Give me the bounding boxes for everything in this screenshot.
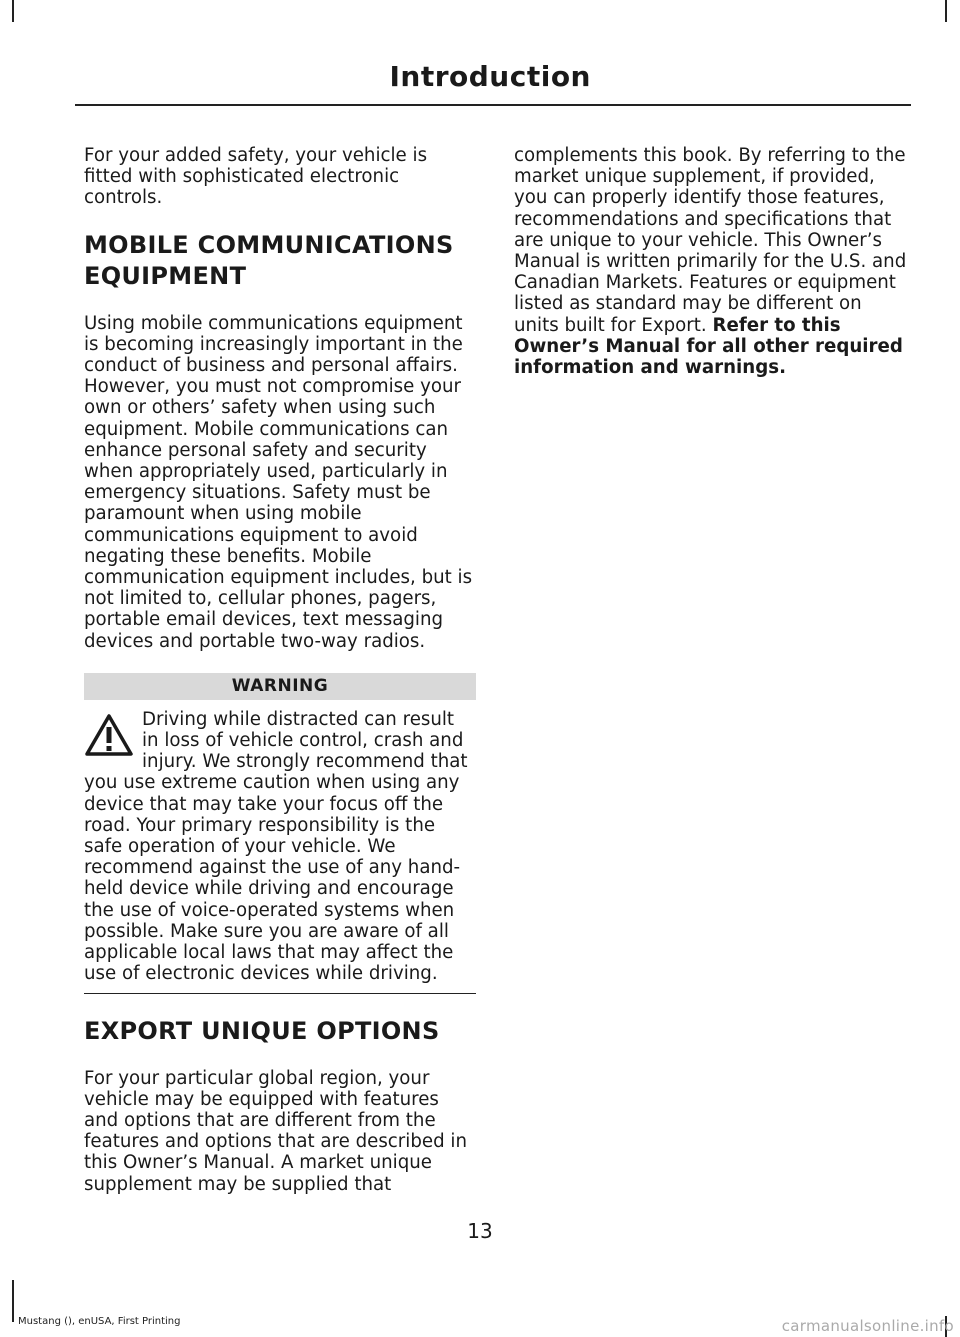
warning-header: WARNING — [84, 673, 476, 700]
section-heading-mobile-communications — [84, 230, 476, 292]
crop-mark-bottom-left — [12, 1280, 14, 1322]
header-divider — [75, 104, 911, 106]
continued-text: complements this book. By referring to the market unique supplement, if provided, you can properly identify those features, recommendations and specifications that are unique to your vehicle. This Owner’s Manual is written primarily for the U.S. and Canadian Markets. Features or equipment listed as standard may be different on units built for Export. — [514, 145, 907, 336]
page-number: 13 — [467, 1219, 493, 1243]
left-column — [84, 145, 476, 1216]
export-options-paragraph: For your particular global region, your vehicle may be equipped with features and options that are different from the features and options that are described in this Owner’s Manual. A market unique supplement may be supplied that — [84, 1067, 467, 1195]
export-options-continued-paragraph — [514, 145, 910, 378]
watermark: carmanualsonline.info — [781, 1317, 954, 1335]
mobile-communications-paragraph: Using mobile communications equipment is becoming increasingly important in the conduct of business and personal affairs. However, you must not compromise your own or others’ safety when using such equipment. Mobile communications can enhance personal safety and security when appropriately used, particularly in emergency situations. Safety must be paramount when using mobile communications equipment to avoid negating these benefits. Mobile communication equipment includes, but is not limited to, cellular phones, pagers, portable email devices, text messaging devices and portable two-way radios. — [84, 312, 473, 652]
right-column — [514, 145, 910, 399]
crop-mark-top-right — [945, 0, 947, 22]
bold-instruction-text: Refer to this Owner’s Manual for all other required information and warnings. — [514, 314, 903, 379]
heading-line-2: EQUIPMENT — [84, 261, 247, 290]
crop-mark-top-left — [12, 0, 14, 22]
warning-triangle-icon — [84, 713, 134, 757]
warning-box — [84, 709, 476, 994]
section-heading-export-unique-options: EXPORT UNIQUE OPTIONS — [84, 1016, 440, 1045]
intro-paragraph: For your added safety, your vehicle is fitted with sophisticated electronic controls. — [84, 145, 428, 209]
print-footer: Mustang (), enUSA, First Printing — [18, 1316, 181, 1327]
heading-line-1: MOBILE COMMUNICATIONS — [84, 230, 454, 259]
page-header-title: Introduction — [389, 60, 591, 93]
warning-text: Driving while distracted can result in loss of vehicle control, crash and injury. We strongly recommend that you use extreme caution when using any device that may take your focus off the road. Your primary responsibility is the safe operation of your vehicle. We recommend against the use of any hand-held device while driving and encourage the use of voice-operated systems when possible. Make sure you are aware of all applicable local laws that may affect the use of electronic devices while driving. — [84, 708, 468, 985]
